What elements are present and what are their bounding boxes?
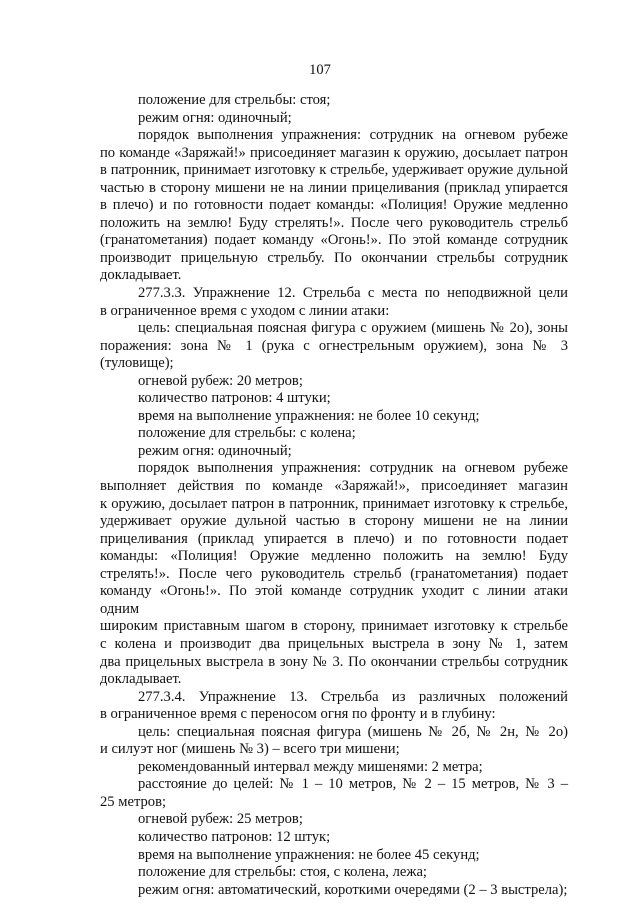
text-line: в патронник, принимает изготовку к стрельбе, удерживает оружие дульной — [100, 162, 568, 179]
text-line: стрелять!». После чего руководитель стрельб (гранатометания) подает — [100, 565, 568, 582]
text-line: в ограниченное время с переносом огня по фронту и в глубину: — [100, 706, 496, 723]
text-line: (туловище); — [100, 355, 174, 372]
text-line: и силуэт ног (мишень № 3) – всего три мишени; — [100, 741, 400, 758]
text-line: режим огня: одиночный; — [138, 442, 292, 459]
text-line: время на выполнение упражнения: не более 45 секунд; — [138, 846, 480, 863]
text-line: команды: «Полиция! Оружие медленно положить на землю! Буду — [100, 548, 568, 565]
text-line: положение для стрельбы: стоя; — [138, 92, 331, 108]
body-text — [100, 92, 568, 899]
text-line: цель: специальная поясная фигура (мишень № 2б, № 2н, № 2о) — [138, 723, 568, 740]
text-line: широким приставным шагом в сторону, принимает изготовку к стрельбе — [100, 618, 568, 635]
text-line: частью в сторону мишени не на линии прицеливания (приклад упирается — [100, 179, 568, 196]
text-line: расстояние до целей: № 1 – 10 метров, № 2 – 15 метров, № 3 – — [138, 776, 568, 793]
text-line: рекомендованный интервал между мишенями: 2 метра; — [138, 758, 483, 775]
text-line: с колена и производит два прицельных выстрела в зону № 1, затем — [100, 635, 568, 652]
page-number: 107 — [309, 62, 331, 78]
text-line: количество патронов: 12 штук; — [138, 828, 331, 845]
text-line: режим огня: автоматический, короткими очередями (2 – 3 выстрела); — [138, 881, 568, 898]
text-line: положение для стрельбы: с колена; — [138, 425, 356, 442]
text-line: в ограниченное время с уходом с линии атаки: — [100, 302, 390, 319]
text-line: цель: специальная поясная фигура с оружием (мишень № 2о), зоны — [138, 320, 568, 337]
text-line: прицеливания (приклад упирается в плечо) и по готовности подает — [100, 530, 568, 547]
text-line: время на выполнение упражнения: не более 10 секунд; — [138, 407, 480, 424]
text-line: выполняет действия по команде «Заряжай!», присоединяет магазин — [100, 478, 568, 495]
text-line: по команде «Заряжай!» присоединяет магазин к оружию, досылает патрон — [100, 144, 568, 161]
text-line: положение для стрельбы: стоя, с колена, лежа; — [138, 864, 427, 881]
text-line: огневой рубеж: 20 метров; — [138, 372, 303, 389]
text-line: два прицельных выстрела в зону № 3. По окончании стрельбы сотрудник — [100, 653, 568, 670]
text-line: к оружию, досылает патрон в патронник, принимает изготовку к стрельбе, — [100, 495, 568, 512]
text-line: удерживает оружие дульной частью в сторону мишени не на линии — [100, 513, 568, 530]
text-line: 25 метров; — [100, 793, 167, 810]
text-line: команду «Огонь!». По этой команде сотрудник уходит с линии атаки одним — [100, 583, 568, 617]
text-line: огневой рубеж: 25 метров; — [138, 811, 303, 828]
text-line: 277.3.3. Упражнение 12. Стрельба с места по неподвижной цели — [138, 285, 568, 302]
text-line: режим огня: одиночный; — [138, 109, 292, 126]
text-line: 277.3.4. Упражнение 13. Стрельба из различных положений — [138, 688, 568, 705]
text-line: докладывает. — [100, 671, 182, 688]
text-line: количество патронов: 4 штуки; — [138, 390, 331, 407]
text-line: докладывает. — [100, 267, 182, 284]
text-line: в плечо) и по готовности подает команды: «Полиция! Оружие медленно — [100, 197, 568, 214]
text-line: порядок выполнения упражнения: сотрудник на огневом рубеже — [138, 460, 568, 477]
text-line: положить на землю! Буду стрелять!». После чего руководитель стрельб — [100, 214, 568, 231]
text-line: порядок выполнения упражнения: сотрудник на огневом рубеже — [138, 127, 568, 144]
text-line: (гранатометания) подает команду «Огонь!». По этой команде сотрудник — [100, 232, 568, 249]
text-line: производит прицельную стрельбу. По окончании стрельбы сотрудник — [100, 249, 568, 266]
text-line: поражения: зона № 1 (рука с огнестрельным оружием), зона № 3 — [100, 337, 568, 354]
